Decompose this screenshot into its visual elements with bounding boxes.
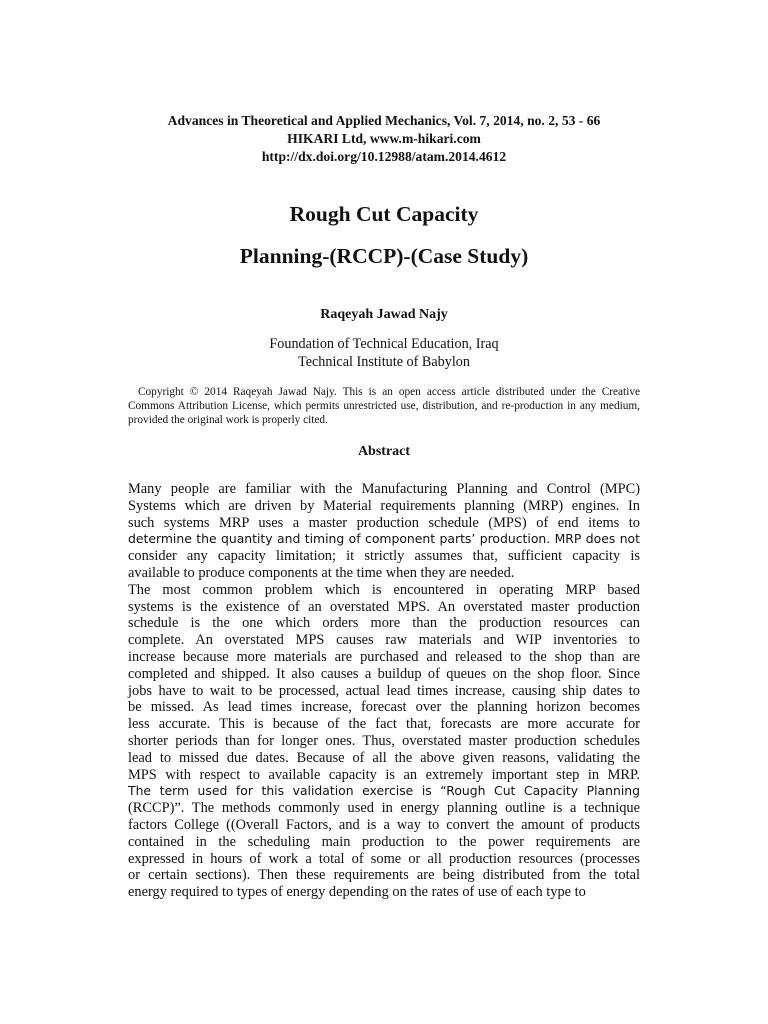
abstract-line: completed and shipped. It also causes a buildup of queues on the shop floor. Since <box>128 665 640 682</box>
abstract-line: less accurate. This is because of the fact that, forecasts are more accurate for <box>128 716 640 733</box>
abstract-line: expressed in hours of work a total of some or all production resources (processes <box>128 850 640 867</box>
abstract-line: schedule is the one which orders more than the production resources can <box>128 615 640 632</box>
paper-title-line-2: Planning-(RCCP)-(Case Study) <box>239 244 529 268</box>
abstract-line: (RCCP)”. The methods commonly used in energy planning outline is a technique <box>128 800 640 817</box>
abstract-line: jobs have to wait to be processed, actual lead times increase, causing ship dates to <box>128 682 640 699</box>
abstract-line: The term used for this validation exercise is “Rough Cut Capacity Planning <box>128 783 640 799</box>
author-name: Raqeyah Jawad Najy <box>320 307 448 322</box>
affiliation-line-2: Technical Institute of Babylon <box>298 354 470 370</box>
abstract-line: available to produce components at the time when they are needed. <box>128 564 515 581</box>
abstract-line: energy required to types of energy depending on the rates of use of each type to <box>128 884 586 901</box>
abstract-body <box>128 481 640 901</box>
affiliation-line-1: Foundation of Technical Education, Iraq <box>269 336 499 352</box>
abstract-line: Many people are familiar with the Manufacturing Planning and Control (MPC) <box>128 481 640 497</box>
doi-line: http://dx.doi.org/10.12988/atam.2014.4612 <box>261 149 507 164</box>
abstract-line: be missed. As lead times increase, forecast over the planning horizon becomes <box>128 699 640 716</box>
abstract-line: complete. An overstated MPS causes raw materials and WIP inventories to <box>128 632 640 649</box>
abstract-line: increase because more materials are purchased and released to the shop than are <box>128 648 640 665</box>
abstract-line: or certain sections). Then these requirements are being distributed from the total <box>128 867 640 884</box>
journal-header <box>0 112 768 166</box>
abstract-line: consider any capacity limitation; it strictly assumes that, sufficient capacity is <box>128 548 640 565</box>
abstract-line: Systems which are driven by Material requirements planning (MRP) engines. In <box>128 497 640 514</box>
abstract-line: The most common problem which is encountered in operating MRP based <box>128 581 640 598</box>
abstract-line: contained in the scheduling main production to the power requirements are <box>128 833 640 850</box>
abstract-line: lead to missed due dates. Because of all the above given reasons, validating the <box>128 749 640 766</box>
abstract-line: shorter periods than for longer ones. Thus, overstated master production schedules <box>128 732 640 749</box>
author-affiliation <box>0 335 768 371</box>
copyright-notice: Copyright © 2014 Raqeyah Jawad Najy. This is an open access article distributed under the Creative Commons Attribution License, which permits unrestricted use, distribution, and re-production in any medium, provided the original work is properly cited. <box>128 386 640 426</box>
abstract-line: determine the quantity and timing of component parts’ production. MRP does not <box>128 531 640 547</box>
abstract-line: such systems MRP uses a master production schedule (MPS) of end items to <box>128 514 640 531</box>
abstract-line: systems is the existence of an overstated MPS. An overstated master production <box>128 598 640 615</box>
abstract-line: factors College ((Overall Factors, and is a way to convert the amount of products <box>128 816 640 833</box>
abstract-line: MPS with respect to available capacity is an extremely important step in MRP. <box>128 766 640 783</box>
publisher-line: HIKARI Ltd, www.m-hikari.com <box>287 131 481 146</box>
abstract-heading: Abstract <box>357 444 411 459</box>
paper-title-line-1: Rough Cut Capacity <box>289 202 479 226</box>
journal-line: Advances in Theoretical and Applied Mechanics, Vol. 7, 2014, no. 2, 53 - 66 <box>167 113 601 128</box>
